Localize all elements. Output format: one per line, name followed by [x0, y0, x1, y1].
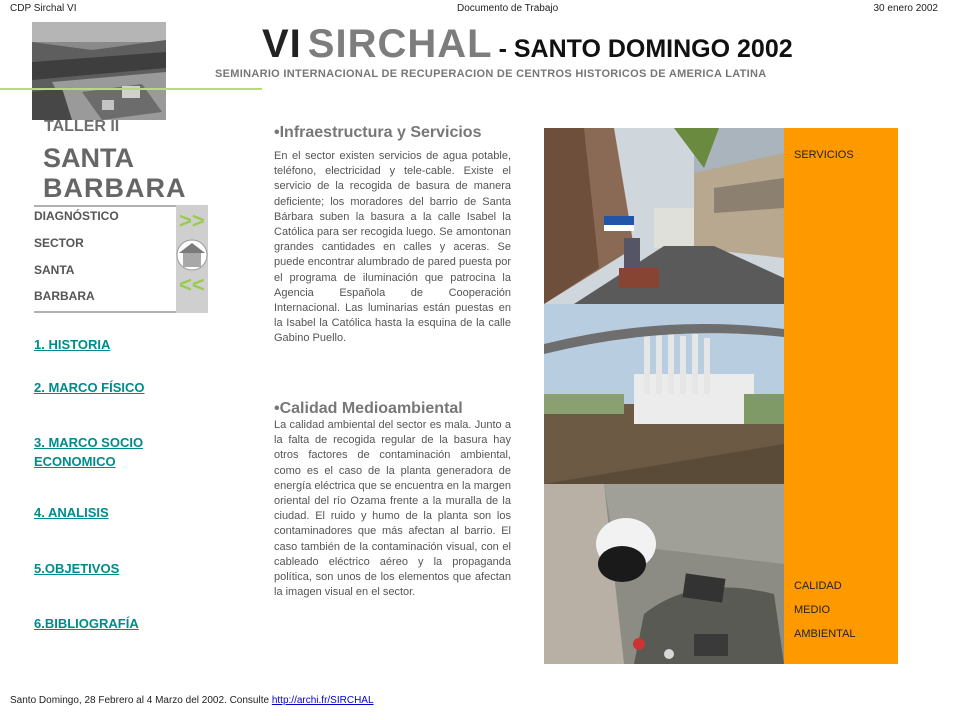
title-subtitle: - SANTO DOMINGO 2002	[498, 35, 793, 63]
link-bibliografia[interactable]: 6.BIBLIOGRAFÍA	[34, 616, 139, 631]
footer-text: Santo Domingo, 28 Febrero al 4 Marzo del 2002. Consulte	[10, 695, 272, 706]
servicios-label: SERVICIOS	[794, 149, 854, 161]
medio-label: MEDIO	[794, 604, 831, 616]
street-photo	[544, 128, 784, 304]
home-icon[interactable]	[176, 235, 208, 275]
sector-label: SECTOR	[34, 236, 84, 250]
ambiental-label: AMBIENTAL	[794, 628, 856, 640]
power-plant-photo	[544, 304, 784, 484]
link-marco-fisico[interactable]: 2. MARCO FÍSICO	[34, 380, 145, 395]
street-drain-photo	[544, 484, 784, 664]
infra-section-text: En el sector existen servicios de agua potable, teléfono, electricidad y tele-cable. Existe el servicio de la recogida de basura de manera deficiente; los moradores del barrio de Santa Bárbara suben la basura a la calle Isabel la Católica para ser recogida luego. Se amontonan grandes cantidades en calles y aceras. Se puede encontrar alumbrado de pared puesta por el programa de iluminación que patrocina la Agencia Española de Cooperación Internacional. Las luminarias están puestas en la Isabel la Católica hasta la esquina de la calle Gabino Puello.	[274, 150, 511, 345]
link-historia[interactable]: 1. HISTORIA	[34, 337, 111, 352]
nav-button-panel	[176, 205, 208, 313]
calidad-section-title: •Calidad Medioambiental	[274, 400, 463, 417]
sector-santa-label: SANTA	[34, 263, 75, 277]
link-objetivos[interactable]: 5.OBJETIVOS	[34, 561, 120, 576]
header-date-text: 30 enero 2002	[873, 3, 938, 14]
orange-side-panel	[784, 128, 898, 664]
calidad-section-text: La calidad ambiental del sector es mala. Junto a la falta de recogida regular de la basura hay otros factores de contaminación ambiental, como es el caso de la planta generadora de energía eléctrica que se encuentra en la margen oriental del río Ozama frente a la muralla de la ciudad. El ruido y humo de la planta son los contaminadores que más afectan al barrio. El caso también de la contaminación visual, con el cableado eléctrico aéreo y la propaganda política, son unos de los elementos que afectan la imagen visual en el sector.	[274, 419, 511, 599]
calidad-label: CALIDAD	[794, 580, 842, 592]
double-chevron-right-icon[interactable]: >>	[179, 208, 205, 233]
page-title	[262, 22, 793, 67]
double-chevron-left-icon[interactable]: <<	[179, 272, 205, 297]
link-marco-socio-economico[interactable]: 3. MARCO SOCIO ECONOMICO	[34, 435, 144, 469]
diagnostico-label: DIAGNÓSTICO	[34, 209, 119, 223]
aerial-city-photo	[32, 22, 166, 120]
barbara-label: BARBARA	[43, 173, 187, 203]
footer	[10, 695, 374, 706]
santa-label: SANTA	[43, 143, 134, 173]
link-analisis[interactable]: 4. ANALISIS	[34, 505, 109, 520]
footer-link[interactable]: http://archi.fr/SIRCHAL	[271, 695, 374, 706]
title-vi: VI	[262, 22, 302, 66]
header-center-text: Documento de Trabajo	[457, 3, 559, 14]
green-divider	[0, 88, 262, 90]
seminar-subtitle: SEMINARIO INTERNACIONAL DE RECUPERACION DE CENTROS HISTORICOS DE AMERICA LATINA	[215, 68, 767, 80]
header-left-text: CDP Sirchal VI	[10, 3, 77, 14]
taller-label: TALLER II	[44, 118, 120, 135]
infra-section-title: •Infraestructura y Servicios	[274, 124, 482, 141]
title-sirchal: SIRCHAL	[307, 22, 493, 66]
sector-barbara-label: BARBARA	[34, 289, 95, 303]
